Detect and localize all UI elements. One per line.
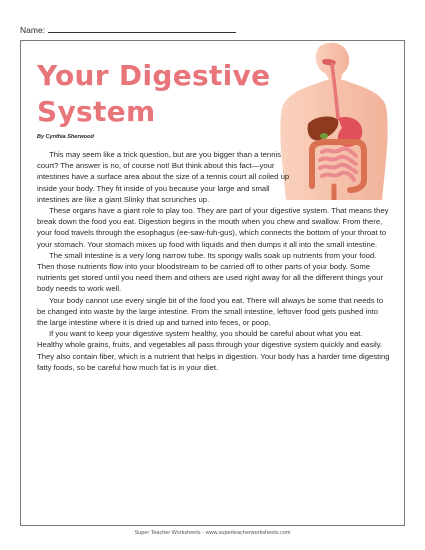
gallbladder [320, 133, 328, 139]
name-row [20, 24, 236, 35]
paragraph-4: Your body cannot use every single bit of the food you eat. There will always be some that needs to be changed into waste by the large intestine. From the small intestine, leftover food gets pushed into the large intestine where it is dried up and turned into feces, or poop. [37, 295, 384, 328]
paragraph-2: These organs have a giant role to play too. They are part of your digestive system. That means they break down the food you eat. Digestion begins in the mouth when you chew and swallow. From there, your food travels through the esophagus (ee-saw-fuh-gus), which connects the bottom of your throat to your stomach. Your stomach mixes up food with liquids and then dumps it all into the small intestine. [37, 206, 389, 249]
title-line-1: Your Digestive [37, 59, 271, 92]
paragraph-5: If you want to keep your digestive system healthy, you should be careful about what you eat. Healthy whole grains, fruits, and vegetables all pass through your digestive system quickly and easily. They also contain fiber, which is a nutrient that helps in digestion. Your body has a harder time digesting fatty foods, so be careful how much fat is in your diet. [37, 329, 390, 372]
page-footer: Super Teacher Worksheets - www.superteacherworksheets.com [134, 530, 291, 536]
article-body [37, 149, 390, 373]
name-field-line[interactable] [48, 24, 236, 33]
paragraph-3: The small intestine is a very long narrow tube. Its spongy walls soak up nutrients from your food. Then those nutrients flow into your bloodstream to be carried off to other parts of your body. Some nutrients get stored until you need them and others are used right away for all the different things your body needs to work well. [37, 250, 384, 294]
paragraph-1: This may seem like a trick question, but are you bigger than a tennis court? The answer is no, of course not! But think about this fact—your intestines have a surface area about the size of a tennis court all coiled up inside your body. They fit inside of you because your large and small intestines are like a giant Slinky that scrunches up. [37, 150, 290, 204]
title-line-2: System [37, 95, 156, 128]
page-title [37, 58, 270, 130]
name-label: Name: [20, 25, 46, 35]
byline: By Cynthia Sherwood [37, 134, 94, 140]
